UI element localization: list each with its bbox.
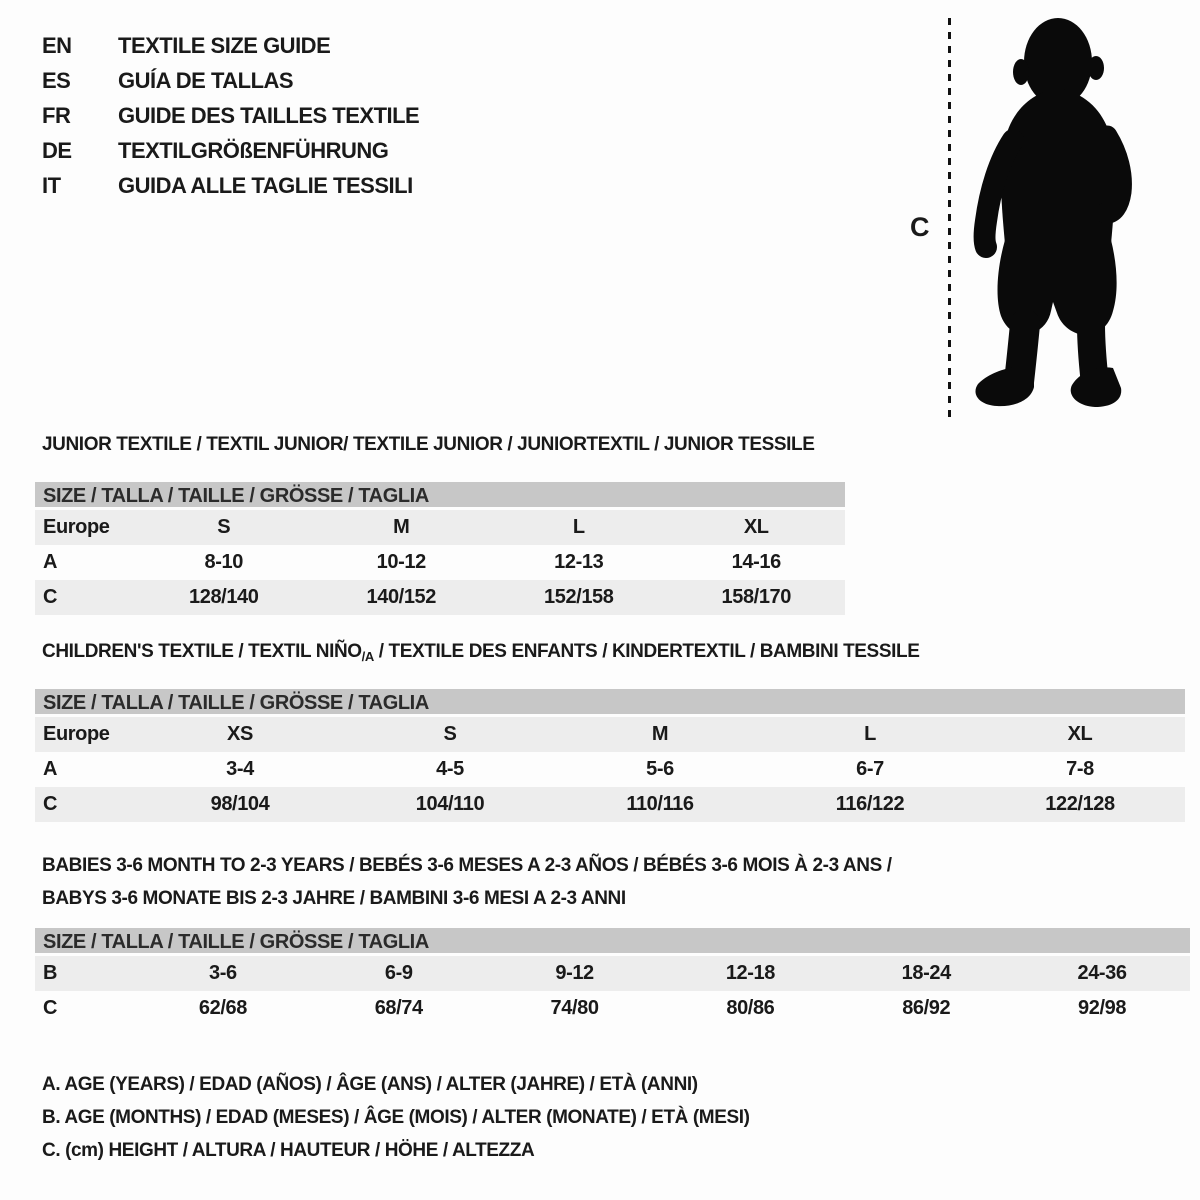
table-row — [35, 991, 1190, 1026]
legend-line-a: A. AGE (YEARS) / EDAD (AÑOS) / ÂGE (ANS) / ALTER (JAHRE) / ETÀ (ANNI) — [42, 1074, 698, 1095]
size-cell: L — [572, 516, 585, 538]
age-cell: 12-13 — [554, 551, 604, 573]
babies-size-table — [35, 928, 1190, 1026]
row-label-a: A — [43, 758, 58, 780]
language-title-list — [42, 28, 419, 203]
size-cell: S — [217, 516, 231, 538]
language-code-en: EN — [42, 33, 72, 58]
height-measure-label: C — [910, 212, 930, 242]
age-cell: 10-12 — [376, 551, 426, 573]
language-title-en: TEXTILE SIZE GUIDE — [118, 33, 331, 58]
table-row — [35, 545, 845, 580]
row-label-europe: Europe — [43, 516, 110, 538]
size-cell: XL — [743, 516, 769, 538]
babies-title-line2: BABYS 3-6 MONATE BIS 2-3 JAHRE / BAMBINI 3-6 MESI A 2-3 ANNI — [42, 888, 626, 909]
height-cell: 80/86 — [726, 997, 775, 1019]
language-row-de — [42, 133, 419, 168]
legend-line-b: B. AGE (MONTHS) / EDAD (MESES) / ÂGE (MOIS) / ALTER (MONATE) / ETÀ (MESI) — [42, 1107, 750, 1128]
row-label-c: C — [43, 586, 58, 608]
months-cell: 12-18 — [725, 962, 775, 984]
language-row-es — [42, 63, 419, 98]
height-cell: 158/170 — [721, 586, 791, 608]
children-title-sub: /A — [361, 649, 374, 664]
children-size-header-bar: SIZE / TALLA / TAILLE / GRÖSSE / TAGLIA — [35, 689, 1185, 717]
language-row-en — [42, 28, 419, 63]
toddler-silhouette — [963, 16, 1135, 416]
age-cell: 6-7 — [856, 758, 884, 780]
language-code-es: ES — [42, 68, 71, 93]
size-cell: M — [651, 723, 669, 745]
babies-section-title — [42, 849, 892, 915]
height-cell: 122/128 — [1045, 793, 1115, 815]
table-row — [35, 580, 845, 615]
months-cell: 3-6 — [209, 962, 237, 984]
height-cell: 92/98 — [1078, 997, 1127, 1019]
height-cell: 140/152 — [366, 586, 436, 608]
months-cell: 18-24 — [901, 962, 951, 984]
children-title-prefix: CHILDREN'S TEXTILE / TEXTIL NIÑO — [42, 641, 362, 662]
language-title-es: GUÍA DE TALLAS — [118, 68, 294, 93]
height-cell: 74/80 — [550, 997, 599, 1019]
table-row — [35, 510, 845, 545]
babies-title-line1: BABIES 3-6 MONTH TO 2-3 YEARS / BEBÉS 3-6 MESES A 2-3 AÑOS / BÉBÉS 3-6 MOIS À 2-3 ANS / — [42, 855, 892, 876]
junior-size-header-bar: SIZE / TALLA / TAILLE / GRÖSSE / TAGLIA — [35, 482, 845, 510]
months-cell: 24-36 — [1077, 962, 1127, 984]
language-code-fr: FR — [42, 103, 71, 128]
language-row-it — [42, 168, 419, 203]
row-label-c: C — [43, 997, 58, 1019]
height-cell: 68/74 — [374, 997, 423, 1019]
months-cell: 9-12 — [555, 962, 594, 984]
size-cell: S — [443, 723, 457, 745]
height-cell: 152/158 — [544, 586, 614, 608]
height-cell: 104/110 — [415, 793, 485, 815]
size-cell: M — [393, 516, 410, 538]
children-section-title — [42, 641, 919, 664]
language-title-it: GUIDA ALLE TAGLIE TESSILI — [118, 173, 413, 198]
row-label-c: C — [43, 793, 58, 815]
age-cell: 14-16 — [731, 551, 781, 573]
height-cell: 62/68 — [198, 997, 247, 1019]
height-cell: 86/92 — [902, 997, 951, 1019]
table-row — [35, 717, 1185, 752]
size-cell: XL — [1067, 723, 1093, 745]
row-label-europe: Europe — [43, 723, 110, 745]
months-cell: 6-9 — [384, 962, 413, 984]
babies-size-header-bar: SIZE / TALLA / TAILLE / GRÖSSE / TAGLIA — [35, 928, 1190, 956]
language-title-fr: GUIDE DES TAILLES TEXTILE — [118, 103, 420, 128]
children-size-table — [35, 689, 1185, 822]
size-cell: XS — [227, 723, 253, 745]
language-code-it: IT — [42, 173, 61, 198]
size-cell: L — [864, 723, 876, 745]
language-title-de: TEXTILGRÖßENFÜHRUNG — [118, 138, 389, 163]
height-cell: 110/116 — [626, 793, 694, 815]
age-cell: 4-5 — [436, 758, 464, 780]
height-cell: 128/140 — [189, 586, 259, 608]
height-cell: 116/122 — [835, 793, 905, 815]
age-cell: 5-6 — [646, 758, 674, 780]
age-cell: 8-10 — [204, 551, 243, 573]
language-code-de: DE — [42, 138, 72, 163]
junior-section-title: JUNIOR TEXTILE / TEXTIL JUNIOR/ TEXTILE JUNIOR / JUNIORTEXTIL / JUNIOR TESSILE — [42, 434, 815, 455]
table-row — [35, 787, 1185, 822]
children-title-suffix: / TEXTILE DES ENFANTS / KINDERTEXTIL / BAMBINI TESSILE — [373, 641, 920, 662]
legend — [42, 1068, 750, 1167]
legend-line-c: C. (cm) HEIGHT / ALTURA / HAUTEUR / HÖHE / ALTEZZA — [42, 1140, 535, 1161]
age-cell: 3-4 — [226, 758, 254, 780]
row-label-b: B — [43, 962, 58, 984]
table-row — [35, 956, 1190, 991]
height-cell: 98/104 — [210, 793, 270, 815]
age-cell: 7-8 — [1066, 758, 1094, 780]
junior-size-table — [35, 482, 845, 615]
height-measure-dashed-line — [948, 18, 951, 418]
table-row — [35, 752, 1185, 787]
row-label-a: A — [43, 551, 58, 573]
language-row-fr — [42, 98, 419, 133]
